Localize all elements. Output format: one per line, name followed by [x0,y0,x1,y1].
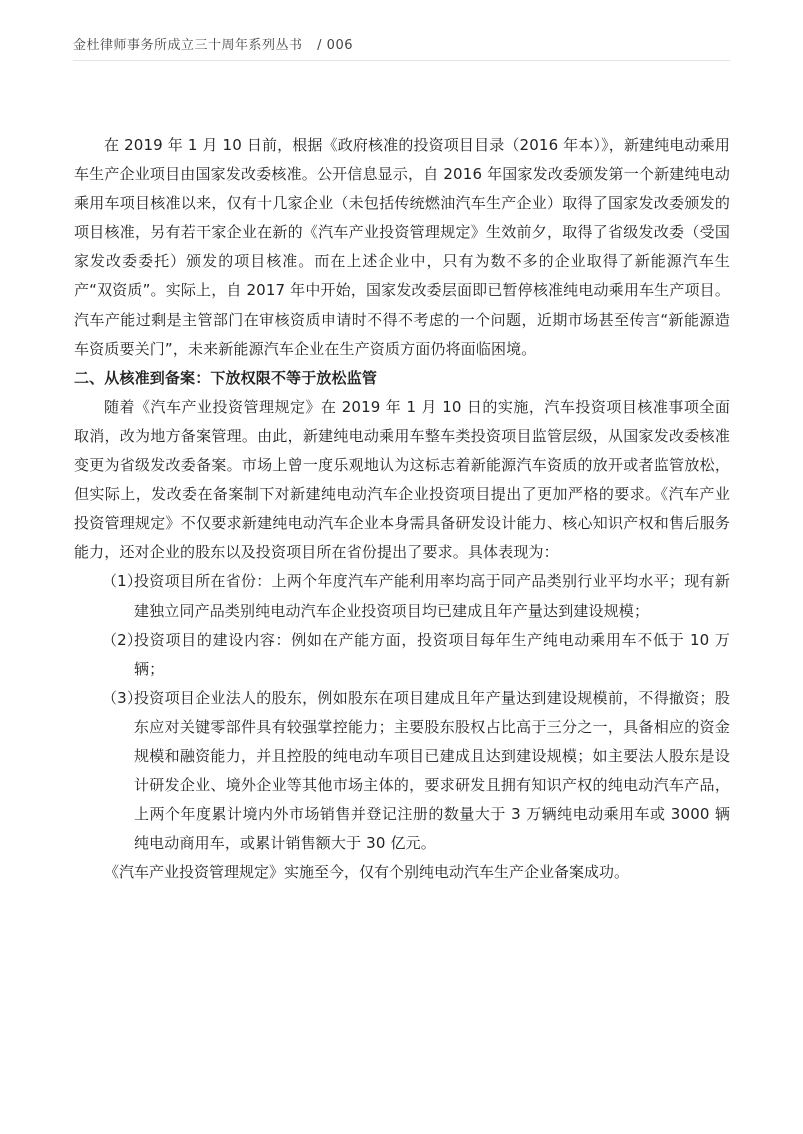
list-item [74,567,730,625]
book-series-title: 金杜律师事务所成立三十周年系列丛书 [73,38,303,53]
document-body [74,131,730,887]
list-item-number: （2） [102,630,142,649]
list-item-text: 投资项目企业法人的股东，例如股东在项目建成且年产量达到建设规模前，不得撤资；股东应对关键零部件具有较强掌控能力；主要股东股权占比高于三分之一，具备相应的资金规模和融资能力，并且控股的纯电动车项目已建成且达到建设规模；如主要法人股东是设计研发企业、境外企业等其他市场主体的，要求研发且拥有知识产权的纯电动汽车产品，上两个年度累计境内外市场销售并登记注册的数量大于 3 万辆纯电动乘用车或 3000 辆纯电动商用车，或累计销售额大于 30 亿元。 [134,688,730,853]
header-divider [73,60,730,61]
list-item-number: （3） [102,688,142,707]
section-heading: 二、从核准到备案：下放权限不等于放松监管 [74,368,378,387]
requirements-list [74,567,730,858]
page-number: / 006 [317,38,353,53]
running-header [73,34,353,53]
list-item-text: 投资项目所在省份：上两个年度汽车产能利用率均高于同产品类别行业平均水平；现有新建独立同产品类别纯电动汽车企业投资项目均已建成且年产量达到建设规模； [134,572,730,620]
paragraph-filing-regime: 随着《汽车产业投资管理规定》在 2019 年 1 月 10 日的实施，汽车投资项目核准事项全面取消，改为地方备案管理。由此，新建纯电动乘用车整车类投资项目监管层级，从国家发改委核准变更为省级发改委备案。市场上曾一度乐观地认为这标志着新能源汽车资质的放开或者监管放松，但实际上，发改委在备案制下对新建纯电动汽车企业投资项目提出了更加严格的要求。《汽车产业投资管理规定》不仅要求新建纯电动汽车企业本身需具备研发设计能力、核心知识产权和售后服务能力，还对企业的股东以及投资项目所在省份提出了要求。具体表现为： [74,397,730,562]
list-item [74,684,730,859]
closing-paragraph: 《汽车产业投资管理规定》实施至今，仅有个别纯电动汽车生产企业备案成功。 [104,863,630,882]
list-item-text: 投资项目的建设内容：例如在产能方面，投资项目每年生产纯电动乘用车不低于 10 万辆； [134,630,730,678]
list-item-number: （1） [102,572,142,591]
list-item [74,626,730,684]
paragraph-approval-history: 在 2019 年 1 月 10 日前，根据《政府核准的投资项目目录（2016 年本）》，新建纯电动乘用车生产企业项目由国家发改委核准。公开信息显示，自 2016 年国家发改委颁发第一个新建纯电动乘用车项目核准以来，仅有十几家企业（未包括传统燃油汽车生产企业）取得了国家发改委颁发的项目核准，另有若干家企业在新的《汽车产业投资管理规定》生效前夕，取得了省级发改委（受国家发改委委托）颁发的项目核准。而在上述企业中，只有为数不多的企业取得了新能源汽车生产“双资质”。实际上，自 2017 年中开始，国家发改委层面即已暂停核准纯电动乘用车生产项目。汽车产能过剩是主管部门在审核资质申请时不得不考虑的一个问题，近期市场甚至传言“新能源造车资质要关门”，未来新能源汽车企业在生产资质方面仍将面临困境。 [74,136,731,358]
